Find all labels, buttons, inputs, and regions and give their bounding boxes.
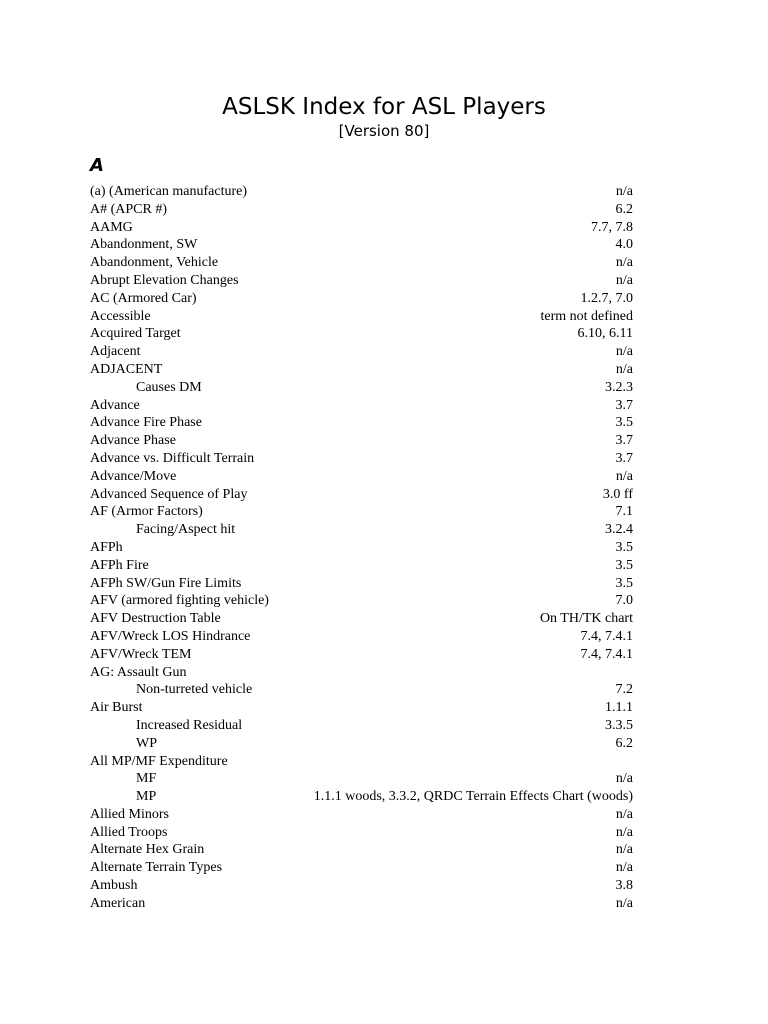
index-term: Abandonment, Vehicle (90, 255, 219, 271)
index-entry (90, 290, 633, 308)
index-entry (90, 308, 633, 326)
index-reference: term not defined (540, 308, 633, 324)
index-entry (90, 468, 633, 486)
index-entry (90, 646, 633, 664)
index-entry (90, 628, 633, 646)
index-reference: n/a (615, 895, 633, 911)
index-entry (90, 699, 633, 717)
index-reference: 3.8 (615, 878, 633, 894)
index-term: Advance (90, 397, 140, 413)
index-reference: n/a (615, 824, 633, 840)
index-entry (90, 503, 633, 521)
index-term: Advance/Move (90, 468, 177, 484)
index-entry (90, 521, 633, 539)
index-term: Non-turreted vehicle (136, 682, 253, 698)
index-reference: 3.0 ff (602, 486, 633, 502)
index-term: A# (APCR #) (90, 201, 168, 217)
version-label: [Version 80] (338, 122, 430, 140)
index-entry (90, 895, 633, 913)
index-reference: 3.2.3 (605, 379, 633, 395)
index-entry (90, 753, 633, 771)
index-term: Adjacent (90, 344, 141, 360)
index-reference: 6.2 (615, 735, 633, 751)
index-entry (90, 824, 633, 842)
index-entry (90, 877, 633, 895)
index-term: AFPh (90, 539, 123, 555)
index-reference: 3.7 (615, 450, 633, 466)
index-term: Increased Residual (136, 717, 243, 733)
index-reference: 6.2 (615, 201, 633, 217)
index-reference: n/a (615, 806, 633, 822)
index-reference: 3.5 (615, 415, 633, 431)
index-term: Advance Phase (90, 433, 176, 449)
index-reference: 7.2 (615, 682, 633, 698)
index-reference: 3.2.4 (605, 522, 633, 538)
index-term: Ambush (90, 878, 138, 894)
index-reference: 7.7, 7.8 (591, 219, 633, 235)
index-term: All MP/MF Expenditure (90, 753, 228, 769)
index-entry (90, 236, 633, 254)
index-entry (90, 432, 633, 450)
index-entry (90, 841, 633, 859)
index-reference: n/a (615, 860, 633, 876)
index-entry (90, 788, 633, 806)
index-entry (90, 450, 633, 468)
index-entry (90, 486, 633, 504)
index-term: AFV (armored fighting vehicle) (90, 593, 269, 609)
index-reference: n/a (615, 361, 633, 377)
index-term: AFV Destruction Table (90, 611, 221, 627)
index-term: ADJACENT (90, 361, 163, 377)
index-term: Acquired Target (90, 326, 181, 342)
index-term: MF (136, 771, 157, 787)
index-entry (90, 343, 633, 361)
index-reference: 3.5 (615, 539, 633, 555)
index-entry (90, 717, 633, 735)
index-entry (90, 539, 633, 557)
index-term: WP (136, 735, 157, 751)
index-term: Advance Fire Phase (90, 415, 202, 431)
index-reference: 3.3.5 (605, 717, 633, 733)
index-reference: 1.2.7, 7.0 (580, 290, 633, 306)
index-term: Facing/Aspect hit (136, 522, 236, 538)
index-term: AF (Armor Factors) (90, 504, 203, 520)
index-reference: n/a (615, 344, 633, 360)
index-reference: 7.4, 7.4.1 (580, 628, 633, 644)
index-reference: n/a (615, 272, 633, 288)
index-term: Accessible (90, 308, 151, 324)
index-reference: 7.0 (615, 593, 633, 609)
index-reference: n/a (615, 184, 633, 199)
index-entry (90, 325, 633, 343)
index-reference: 1.1.1 woods, 3.3.2, QRDC Terrain Effects Chart (woods) (313, 789, 633, 805)
index-reference: n/a (615, 468, 633, 484)
index-entry (90, 414, 633, 432)
index-term: AFV/Wreck LOS Hindrance (90, 628, 251, 644)
index-entry (90, 770, 633, 788)
index-entry (90, 272, 633, 290)
index-entry (90, 681, 633, 699)
index-reference: 3.7 (615, 397, 633, 413)
index-term: American (90, 895, 146, 911)
index-entry (90, 664, 633, 682)
index-entry (90, 219, 633, 237)
index-term: AG: Assault Gun (90, 664, 187, 680)
index-term: Air Burst (90, 700, 143, 716)
index-reference: 3.5 (615, 557, 633, 573)
index-entry (90, 859, 633, 877)
index-entry (90, 361, 633, 379)
index-term: Allied Minors (90, 806, 169, 822)
index-term: AFPh Fire (90, 557, 149, 573)
index-entry (90, 575, 633, 593)
index-entry (90, 592, 633, 610)
index-entry (90, 735, 633, 753)
index-reference: 6.10, 6.11 (577, 326, 633, 342)
index-reference: 3.7 (615, 433, 633, 449)
index-entry (90, 201, 633, 219)
index-term: Allied Troops (90, 824, 168, 840)
index-reference: 3.5 (615, 575, 633, 591)
page-title: ASLSK Index for ASL Players (222, 94, 546, 120)
index-entry (90, 610, 633, 628)
index-term: Advanced Sequence of Play (90, 486, 248, 502)
index-term: Alternate Hex Grain (90, 842, 205, 858)
index-reference: 1.1.1 (605, 700, 633, 716)
index-reference: n/a (615, 255, 633, 271)
index-term: AFV/Wreck TEM (90, 646, 192, 662)
index-term: Abrupt Elevation Changes (90, 272, 239, 288)
index-term: Causes DM (136, 379, 202, 395)
index-term: Advance vs. Difficult Terrain (90, 450, 255, 466)
index-entry (90, 254, 633, 272)
section-heading: A (90, 155, 104, 176)
index-reference: 7.1 (615, 504, 633, 520)
index-reference: 7.4, 7.4.1 (580, 646, 633, 662)
index-reference: On TH/TK chart (539, 611, 633, 627)
index-reference: n/a (615, 842, 633, 858)
index-entry-list (90, 183, 633, 913)
index-reference: n/a (615, 771, 633, 787)
index-term: AFPh SW/Gun Fire Limits (90, 575, 242, 591)
index-term: AC (Armored Car) (90, 290, 197, 306)
index-entry (90, 379, 633, 397)
index-term: MP (136, 789, 157, 805)
index-entry (90, 806, 633, 824)
index-entry (90, 183, 633, 201)
index-term: AAMG (90, 219, 133, 235)
index-term: Abandonment, SW (90, 237, 198, 253)
index-reference: 4.0 (615, 237, 633, 253)
index-entry (90, 557, 633, 575)
index-term: (a) (American manufacture) (90, 184, 248, 199)
index-term: Alternate Terrain Types (90, 860, 223, 876)
index-entry (90, 397, 633, 415)
